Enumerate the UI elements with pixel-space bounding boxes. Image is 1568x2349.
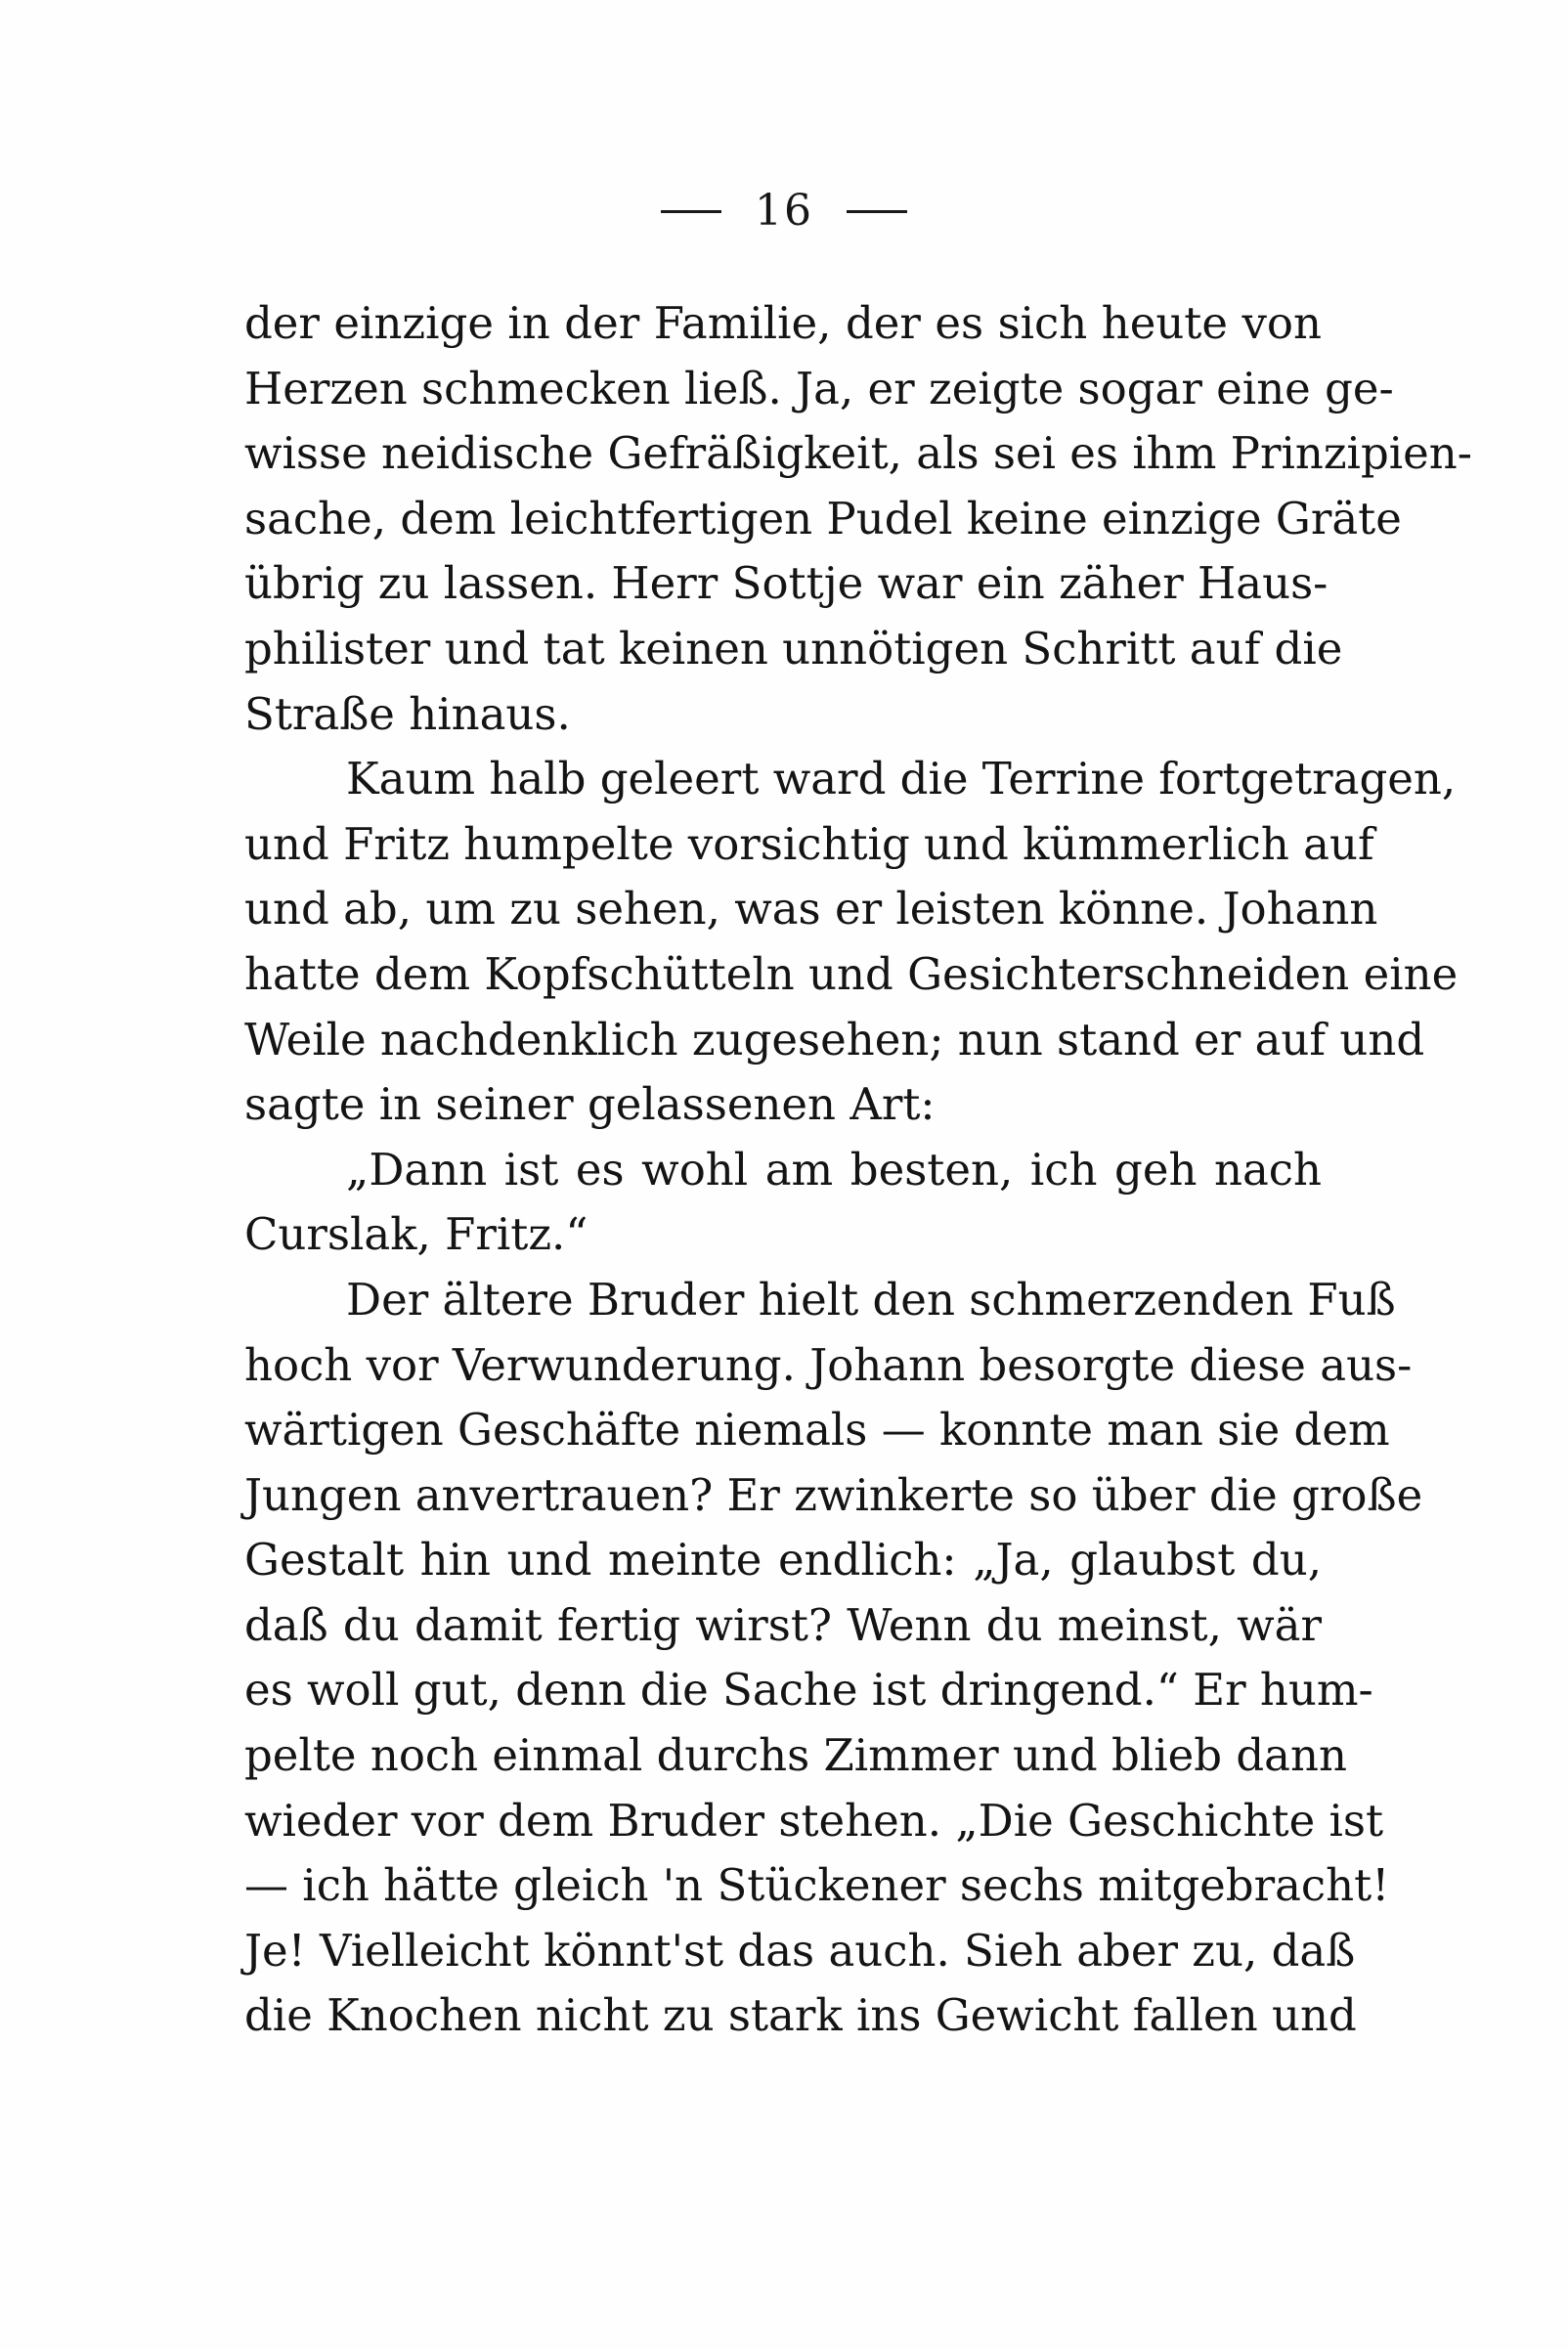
text-line: wärtigen Geschäfte niemals — konnte man sie dem [244, 1404, 1390, 1457]
text-line: — ich hätte gleich 'n Stückener sechs mitgebracht! [244, 1859, 1390, 1912]
text-line: Straße hinaus. [244, 687, 571, 740]
page-number-header [0, 186, 1568, 236]
text-line: wisse neidische Gefräßigkeit, als sei es ihm Prinzipien- [244, 427, 1472, 480]
text-line: Herzen schmecken ließ. Ja, er zeigte sogar eine ge- [244, 362, 1394, 414]
page-number: 16 [755, 186, 813, 236]
paragraph-start-line: Der ältere Bruder hielt den schmerzenden Fuß [346, 1273, 1396, 1326]
left-dash [661, 210, 721, 213]
right-dash [847, 210, 907, 213]
text-line: die Knochen nicht zu stark ins Gewicht fallen und [244, 1989, 1357, 2042]
text-line: wieder vor dem Bruder stehen. „Die Geschichte ist [244, 1794, 1384, 1847]
text-line: und ab, um zu sehen, was er leisten könne. Johann [244, 883, 1378, 935]
text-line: der einzige in der Familie, der es sich heute von [244, 297, 1322, 349]
text-line: es woll gut, denn die Sache ist dringend.“ Er hum- [244, 1664, 1373, 1717]
text-line: sagte in seiner gelassenen Art: [244, 1078, 936, 1131]
paragraph-start-line: Kaum halb geleert ward die Terrine fortgetragen, [346, 753, 1457, 805]
text-line: Curslak, Fritz.“ [244, 1208, 588, 1261]
text-line: Weile nachdenklich zugesehen; nun stand er auf und [244, 1013, 1425, 1066]
text-line: daß du damit fertig wirst? Wenn du meinst, wär [244, 1598, 1322, 1651]
text-line: Gestalt hin und meinte endlich: „Ja, glaubst du, [244, 1534, 1322, 1587]
text-line: philister und tat keinen unnötigen Schritt auf die [244, 622, 1343, 674]
text-line: pelte noch einmal durchs Zimmer und blieb dann [244, 1729, 1347, 1782]
text-line: hoch vor Verwunderung. Johann besorgte diese aus- [244, 1338, 1413, 1391]
body-text [244, 291, 1472, 2049]
text-line: hatte dem Kopfschütteln und Gesichterschneiden eine [244, 947, 1459, 1000]
text-line: Jungen anvertrauen? Er zwinkerte so über die große [244, 1468, 1423, 1521]
text-line: übrig zu lassen. Herr Sottje war ein zäher Haus- [244, 557, 1328, 610]
text-line: sache, dem leichtfertigen Pudel keine einzige Gräte [244, 492, 1402, 544]
text-line: Je! Vielleicht könnt'st das auch. Sieh aber zu, daß [244, 1924, 1356, 1977]
text-line: und Fritz humpelte vorsichtig und kümmerlich auf [244, 817, 1374, 870]
paragraph-start-line: „Dann ist es wohl am besten, ich geh nach [346, 1143, 1322, 1196]
